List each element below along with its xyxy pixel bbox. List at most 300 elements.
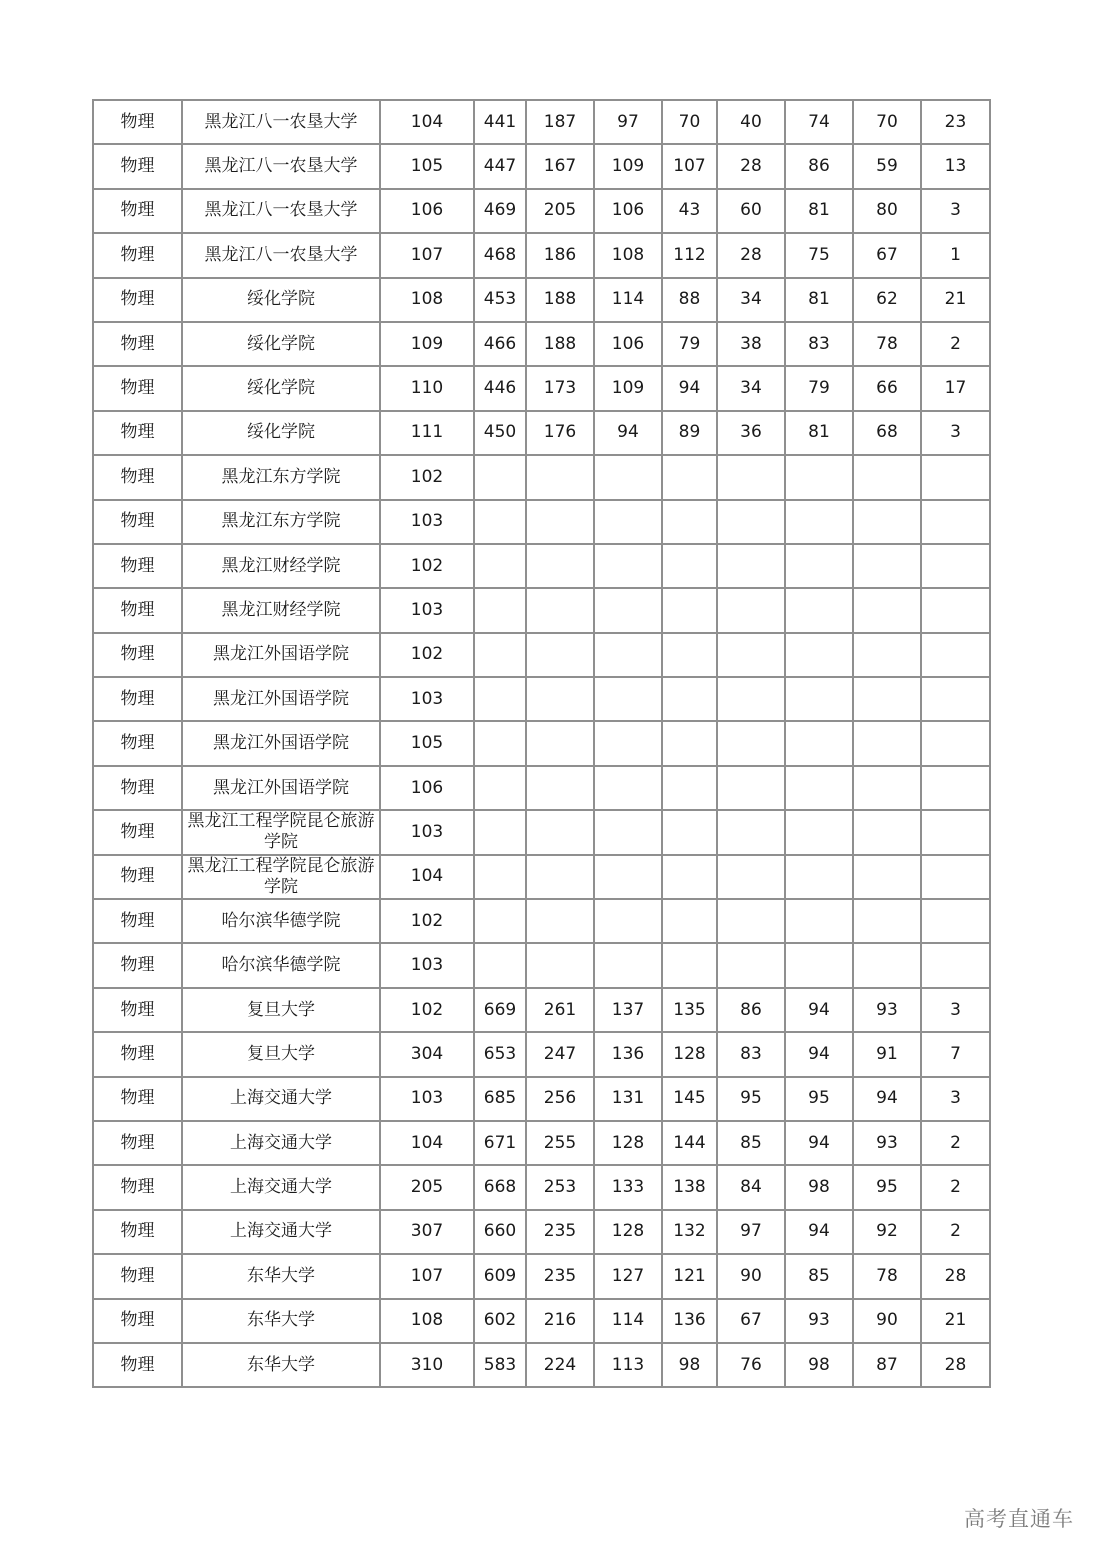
- cell-subject: 物理: [93, 943, 182, 987]
- cell-score-c: [594, 588, 662, 632]
- cell-score-g: [853, 899, 921, 943]
- cell-score-d: 144: [662, 1121, 717, 1165]
- cell-score-b: 216: [526, 1299, 594, 1343]
- cell-score-d: [662, 500, 717, 544]
- cell-score-d: 112: [662, 233, 717, 277]
- cell-score-f: [785, 544, 853, 588]
- cell-score-d: 88: [662, 278, 717, 322]
- cell-score-e: [717, 899, 785, 943]
- cell-major-group: 103: [380, 1077, 474, 1121]
- cell-score-e: 83: [717, 1032, 785, 1076]
- cell-score-f: 94: [785, 1032, 853, 1076]
- cell-score-b: 167: [526, 144, 594, 188]
- cell-score-f: 79: [785, 366, 853, 410]
- table-row: [93, 633, 990, 677]
- cell-school: 绥化学院: [182, 411, 380, 455]
- cell-score-g: 95: [853, 1165, 921, 1209]
- cell-score-c: 109: [594, 366, 662, 410]
- table-row: [93, 233, 990, 277]
- cell-score-b: 235: [526, 1254, 594, 1298]
- cell-count: 3: [921, 1077, 990, 1121]
- cell-subject: 物理: [93, 1299, 182, 1343]
- cell-score-g: 92: [853, 1210, 921, 1254]
- cell-major-group: 110: [380, 366, 474, 410]
- cell-total-score: 660: [474, 1210, 526, 1254]
- cell-score-d: [662, 588, 717, 632]
- cell-count: 3: [921, 189, 990, 233]
- cell-score-g: 67: [853, 233, 921, 277]
- cell-count: 2: [921, 322, 990, 366]
- cell-score-b: [526, 899, 594, 943]
- cell-score-e: 34: [717, 366, 785, 410]
- cell-score-f: 98: [785, 1343, 853, 1387]
- table-row: [93, 189, 990, 233]
- table-row: [93, 366, 990, 410]
- cell-count: [921, 455, 990, 499]
- table-row: [93, 1032, 990, 1076]
- cell-score-e: 28: [717, 233, 785, 277]
- cell-score-g: 70: [853, 100, 921, 144]
- cell-count: [921, 588, 990, 632]
- cell-score-b: 176: [526, 411, 594, 455]
- cell-major-group: 104: [380, 1121, 474, 1165]
- cell-score-e: [717, 544, 785, 588]
- cell-subject: 物理: [93, 677, 182, 721]
- cell-score-g: [853, 588, 921, 632]
- cell-score-f: 94: [785, 1210, 853, 1254]
- cell-total-score: [474, 633, 526, 677]
- cell-major-group: 103: [380, 677, 474, 721]
- table-row: [93, 855, 990, 899]
- cell-school: 东华大学: [182, 1299, 380, 1343]
- cell-school: 绥化学院: [182, 278, 380, 322]
- table-row: [93, 500, 990, 544]
- cell-subject: 物理: [93, 721, 182, 765]
- cell-score-f: 94: [785, 1121, 853, 1165]
- cell-score-e: 40: [717, 100, 785, 144]
- table-row: [93, 766, 990, 810]
- cell-school: 东华大学: [182, 1343, 380, 1387]
- cell-score-f: [785, 943, 853, 987]
- cell-score-d: [662, 721, 717, 765]
- cell-score-b: [526, 721, 594, 765]
- cell-score-e: 95: [717, 1077, 785, 1121]
- cell-subject: 物理: [93, 1165, 182, 1209]
- cell-score-b: [526, 633, 594, 677]
- cell-count: 3: [921, 988, 990, 1032]
- cell-score-d: 135: [662, 988, 717, 1032]
- cell-score-d: [662, 677, 717, 721]
- cell-score-b: 188: [526, 278, 594, 322]
- cell-subject: 物理: [93, 144, 182, 188]
- cell-total-score: [474, 810, 526, 854]
- cell-total-score: 441: [474, 100, 526, 144]
- cell-major-group: 105: [380, 144, 474, 188]
- cell-score-d: 145: [662, 1077, 717, 1121]
- cell-score-b: 173: [526, 366, 594, 410]
- cell-count: 2: [921, 1165, 990, 1209]
- cell-count: [921, 899, 990, 943]
- cell-school: 黑龙江外国语学院: [182, 677, 380, 721]
- table-row: [93, 1121, 990, 1165]
- cell-count: [921, 500, 990, 544]
- cell-score-e: 38: [717, 322, 785, 366]
- cell-score-c: 127: [594, 1254, 662, 1298]
- cell-score-g: [853, 766, 921, 810]
- cell-total-score: [474, 766, 526, 810]
- cell-subject: 物理: [93, 455, 182, 499]
- cell-score-e: [717, 588, 785, 632]
- cell-school: 黑龙江外国语学院: [182, 766, 380, 810]
- cell-major-group: 103: [380, 810, 474, 854]
- cell-count: 28: [921, 1254, 990, 1298]
- cell-total-score: 669: [474, 988, 526, 1032]
- cell-subject: 物理: [93, 810, 182, 854]
- cell-score-f: 94: [785, 988, 853, 1032]
- cell-score-b: 261: [526, 988, 594, 1032]
- cell-score-d: [662, 455, 717, 499]
- cell-score-c: [594, 721, 662, 765]
- cell-subject: 物理: [93, 588, 182, 632]
- cell-score-c: [594, 455, 662, 499]
- cell-total-score: 450: [474, 411, 526, 455]
- cell-count: 17: [921, 366, 990, 410]
- cell-score-b: 256: [526, 1077, 594, 1121]
- cell-school: 上海交通大学: [182, 1210, 380, 1254]
- cell-subject: 物理: [93, 233, 182, 277]
- cell-score-b: [526, 766, 594, 810]
- cell-score-e: 67: [717, 1299, 785, 1343]
- table-row: [93, 278, 990, 322]
- cell-score-f: 95: [785, 1077, 853, 1121]
- cell-score-g: [853, 855, 921, 899]
- cell-total-score: [474, 677, 526, 721]
- cell-count: [921, 721, 990, 765]
- cell-score-f: [785, 500, 853, 544]
- cell-total-score: [474, 544, 526, 588]
- cell-score-g: 93: [853, 988, 921, 1032]
- table-row: [93, 899, 990, 943]
- cell-total-score: 653: [474, 1032, 526, 1076]
- cell-score-d: 138: [662, 1165, 717, 1209]
- cell-count: [921, 633, 990, 677]
- cell-score-c: [594, 500, 662, 544]
- cell-score-d: [662, 544, 717, 588]
- cell-score-c: 109: [594, 144, 662, 188]
- cell-score-g: [853, 943, 921, 987]
- cell-score-b: 205: [526, 189, 594, 233]
- cell-count: [921, 677, 990, 721]
- table-row: [93, 544, 990, 588]
- cell-count: 2: [921, 1210, 990, 1254]
- cell-school: 黑龙江八一农垦大学: [182, 100, 380, 144]
- cell-score-c: [594, 766, 662, 810]
- cell-school: 黑龙江工程学院昆仑旅游学院: [182, 810, 380, 854]
- cell-score-c: 131: [594, 1077, 662, 1121]
- cell-score-b: [526, 500, 594, 544]
- cell-count: 1: [921, 233, 990, 277]
- cell-score-d: [662, 633, 717, 677]
- cell-score-c: 128: [594, 1210, 662, 1254]
- cell-major-group: 105: [380, 721, 474, 765]
- cell-score-b: [526, 588, 594, 632]
- score-table: [92, 99, 991, 1388]
- cell-total-score: 469: [474, 189, 526, 233]
- cell-score-c: 114: [594, 278, 662, 322]
- cell-major-group: 102: [380, 633, 474, 677]
- cell-major-group: 102: [380, 544, 474, 588]
- cell-major-group: 103: [380, 588, 474, 632]
- cell-school: 黑龙江工程学院昆仑旅游学院: [182, 855, 380, 899]
- table-row: [93, 1343, 990, 1387]
- cell-count: [921, 544, 990, 588]
- table-row: [93, 1165, 990, 1209]
- cell-count: 2: [921, 1121, 990, 1165]
- cell-subject: 物理: [93, 411, 182, 455]
- table-row: [93, 1210, 990, 1254]
- cell-major-group: 104: [380, 100, 474, 144]
- table-row: [93, 1299, 990, 1343]
- cell-score-f: [785, 766, 853, 810]
- cell-major-group: 111: [380, 411, 474, 455]
- cell-score-d: [662, 943, 717, 987]
- table-row: [93, 455, 990, 499]
- cell-score-d: [662, 766, 717, 810]
- cell-school: 上海交通大学: [182, 1077, 380, 1121]
- cell-score-c: [594, 855, 662, 899]
- cell-subject: 物理: [93, 100, 182, 144]
- cell-count: [921, 810, 990, 854]
- cell-score-f: [785, 633, 853, 677]
- cell-score-d: 43: [662, 189, 717, 233]
- table-row: [93, 144, 990, 188]
- cell-score-d: 79: [662, 322, 717, 366]
- cell-score-f: 85: [785, 1254, 853, 1298]
- cell-score-g: [853, 544, 921, 588]
- cell-score-e: 85: [717, 1121, 785, 1165]
- cell-total-score: 447: [474, 144, 526, 188]
- table-row: [93, 988, 990, 1032]
- cell-total-score: [474, 588, 526, 632]
- cell-total-score: [474, 943, 526, 987]
- table-row: [93, 588, 990, 632]
- cell-total-score: 583: [474, 1343, 526, 1387]
- cell-score-e: 90: [717, 1254, 785, 1298]
- cell-major-group: 108: [380, 1299, 474, 1343]
- cell-score-c: [594, 544, 662, 588]
- cell-score-b: 253: [526, 1165, 594, 1209]
- cell-score-c: 97: [594, 100, 662, 144]
- cell-total-score: 609: [474, 1254, 526, 1298]
- cell-subject: 物理: [93, 500, 182, 544]
- cell-major-group: 107: [380, 233, 474, 277]
- cell-score-g: 93: [853, 1121, 921, 1165]
- cell-major-group: 106: [380, 189, 474, 233]
- cell-school: 黑龙江八一农垦大学: [182, 233, 380, 277]
- cell-score-e: 34: [717, 278, 785, 322]
- cell-subject: 物理: [93, 1121, 182, 1165]
- cell-score-c: 114: [594, 1299, 662, 1343]
- cell-score-g: 78: [853, 322, 921, 366]
- cell-subject: 物理: [93, 1254, 182, 1298]
- cell-subject: 物理: [93, 899, 182, 943]
- cell-score-d: [662, 899, 717, 943]
- cell-score-f: [785, 677, 853, 721]
- cell-count: 28: [921, 1343, 990, 1387]
- cell-total-score: 685: [474, 1077, 526, 1121]
- cell-score-e: [717, 855, 785, 899]
- cell-score-d: 121: [662, 1254, 717, 1298]
- cell-score-c: [594, 943, 662, 987]
- cell-score-e: 28: [717, 144, 785, 188]
- cell-score-f: [785, 855, 853, 899]
- cell-count: [921, 855, 990, 899]
- cell-count: 23: [921, 100, 990, 144]
- cell-score-g: 94: [853, 1077, 921, 1121]
- cell-subject: 物理: [93, 1343, 182, 1387]
- cell-score-d: 136: [662, 1299, 717, 1343]
- cell-score-e: [717, 721, 785, 765]
- cell-score-b: [526, 677, 594, 721]
- cell-school: 哈尔滨华德学院: [182, 943, 380, 987]
- cell-score-c: [594, 899, 662, 943]
- cell-score-f: 83: [785, 322, 853, 366]
- cell-major-group: 109: [380, 322, 474, 366]
- cell-score-f: [785, 588, 853, 632]
- cell-subject: 物理: [93, 1032, 182, 1076]
- cell-score-b: [526, 855, 594, 899]
- cell-score-f: 75: [785, 233, 853, 277]
- cell-school: 黑龙江八一农垦大学: [182, 144, 380, 188]
- cell-score-b: [526, 943, 594, 987]
- cell-major-group: 103: [380, 943, 474, 987]
- cell-school: 上海交通大学: [182, 1121, 380, 1165]
- cell-score-g: 87: [853, 1343, 921, 1387]
- cell-score-g: 90: [853, 1299, 921, 1343]
- cell-score-e: 36: [717, 411, 785, 455]
- cell-score-g: [853, 633, 921, 677]
- cell-score-g: 66: [853, 366, 921, 410]
- cell-score-g: [853, 500, 921, 544]
- cell-major-group: 106: [380, 766, 474, 810]
- cell-subject: 物理: [93, 1210, 182, 1254]
- cell-score-c: 106: [594, 189, 662, 233]
- cell-score-e: [717, 766, 785, 810]
- cell-score-e: [717, 500, 785, 544]
- cell-score-e: 97: [717, 1210, 785, 1254]
- cell-score-d: 70: [662, 100, 717, 144]
- cell-score-g: 68: [853, 411, 921, 455]
- cell-score-g: [853, 721, 921, 765]
- cell-score-c: 106: [594, 322, 662, 366]
- cell-school: 绥化学院: [182, 322, 380, 366]
- cell-subject: 物理: [93, 1077, 182, 1121]
- cell-score-c: [594, 633, 662, 677]
- cell-score-c: 128: [594, 1121, 662, 1165]
- cell-total-score: 468: [474, 233, 526, 277]
- cell-score-b: 224: [526, 1343, 594, 1387]
- cell-major-group: 108: [380, 278, 474, 322]
- cell-major-group: 102: [380, 455, 474, 499]
- cell-score-d: [662, 810, 717, 854]
- cell-score-e: 84: [717, 1165, 785, 1209]
- cell-score-d: [662, 855, 717, 899]
- cell-school: 黑龙江外国语学院: [182, 633, 380, 677]
- cell-school: 黑龙江财经学院: [182, 588, 380, 632]
- cell-count: 21: [921, 1299, 990, 1343]
- cell-count: 7: [921, 1032, 990, 1076]
- table-row: [93, 1254, 990, 1298]
- watermark: 高考直通车: [964, 1507, 1074, 1531]
- cell-total-score: 668: [474, 1165, 526, 1209]
- table-body: [93, 100, 990, 1387]
- cell-score-f: 81: [785, 411, 853, 455]
- cell-score-c: 94: [594, 411, 662, 455]
- cell-subject: 物理: [93, 766, 182, 810]
- cell-score-e: [717, 677, 785, 721]
- cell-total-score: 446: [474, 366, 526, 410]
- cell-count: 13: [921, 144, 990, 188]
- cell-score-d: 98: [662, 1343, 717, 1387]
- cell-score-b: [526, 455, 594, 499]
- cell-score-f: [785, 899, 853, 943]
- cell-total-score: 602: [474, 1299, 526, 1343]
- cell-score-f: 98: [785, 1165, 853, 1209]
- cell-school: 东华大学: [182, 1254, 380, 1298]
- cell-school: 黑龙江东方学院: [182, 500, 380, 544]
- cell-total-score: [474, 855, 526, 899]
- table-row: [93, 322, 990, 366]
- cell-score-f: 81: [785, 189, 853, 233]
- cell-school: 复旦大学: [182, 988, 380, 1032]
- cell-score-d: 89: [662, 411, 717, 455]
- cell-score-d: 132: [662, 1210, 717, 1254]
- cell-score-f: [785, 455, 853, 499]
- cell-score-g: 78: [853, 1254, 921, 1298]
- cell-major-group: 103: [380, 500, 474, 544]
- cell-subject: 物理: [93, 633, 182, 677]
- cell-score-c: 136: [594, 1032, 662, 1076]
- cell-score-b: [526, 810, 594, 854]
- cell-score-e: 60: [717, 189, 785, 233]
- cell-score-d: 128: [662, 1032, 717, 1076]
- cell-score-e: [717, 943, 785, 987]
- cell-school: 上海交通大学: [182, 1165, 380, 1209]
- cell-score-c: 133: [594, 1165, 662, 1209]
- cell-score-g: 80: [853, 189, 921, 233]
- cell-score-e: [717, 455, 785, 499]
- table-row: [93, 411, 990, 455]
- cell-total-score: [474, 500, 526, 544]
- cell-score-b: 255: [526, 1121, 594, 1165]
- cell-subject: 物理: [93, 544, 182, 588]
- cell-major-group: 107: [380, 1254, 474, 1298]
- cell-total-score: 466: [474, 322, 526, 366]
- cell-total-score: [474, 721, 526, 765]
- cell-score-f: 86: [785, 144, 853, 188]
- cell-count: 21: [921, 278, 990, 322]
- cell-count: [921, 766, 990, 810]
- cell-score-g: 62: [853, 278, 921, 322]
- cell-total-score: [474, 899, 526, 943]
- cell-school: 绥化学院: [182, 366, 380, 410]
- cell-score-f: [785, 721, 853, 765]
- cell-score-d: 107: [662, 144, 717, 188]
- cell-score-c: 108: [594, 233, 662, 277]
- cell-score-f: 81: [785, 278, 853, 322]
- table-row: [93, 100, 990, 144]
- cell-score-c: [594, 810, 662, 854]
